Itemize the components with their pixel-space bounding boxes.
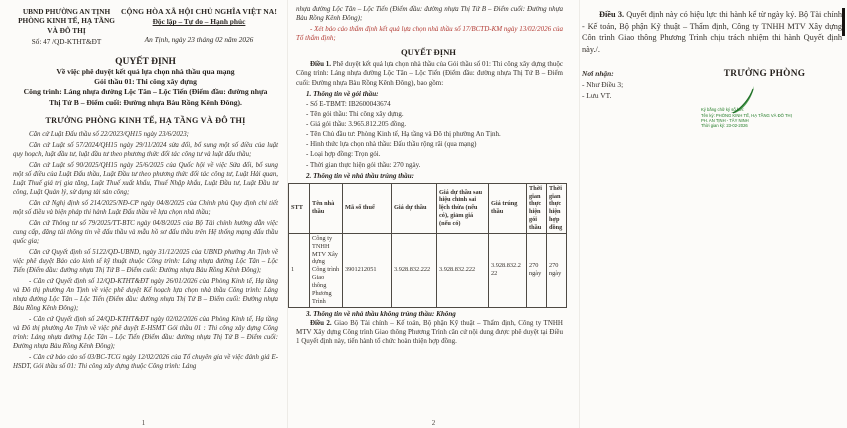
col-header-bid-price: Giá dự thầu: [392, 183, 437, 233]
page-1: [0, 0, 287, 428]
cell-bid-price: 3.928.832.222: [392, 233, 437, 307]
decision-subtitle-line4: Thị Tứ B – Điểm cuối: Đường nhựa Bàu Rồng Kênh Đông).: [49, 97, 242, 107]
scan-artifact-mark: [842, 8, 845, 36]
col-header-stt: STT: [289, 183, 310, 233]
signature-swoosh-icon: [727, 84, 761, 114]
cell-tax-code: 3901212051: [343, 233, 392, 307]
issuing-authority-line: TRƯỞNG PHÒNG KINH TẾ, HẠ TẦNG VÀ ĐÔ THỊ: [45, 115, 246, 125]
stamp-line: Thời gian ký: 23-02-2026: [701, 123, 748, 129]
recital: Căn cứ Luật Đấu thầu số 22/2023/QH15 ngày 23/6/2023;: [29, 130, 189, 138]
col-header-contract-duration: Thời gian thực hiện hợp đồng: [547, 183, 567, 233]
cell-contractor-name: Công ty TNHH MTV Xây dựng Công trình Giao thông Phương Trình: [310, 233, 343, 307]
package-info-list: [288, 99, 569, 170]
col-header-adjusted-price: Giá dự thầu sau hiệu chỉnh sai lệch thừa (nếu có), giảm giá (nếu có): [437, 183, 489, 233]
cell-adjusted-price: 3.928.832.222: [437, 233, 489, 307]
section-2-heading: 2. Thông tin về nhà thầu trúng thầu:: [306, 171, 415, 180]
article-1-text: Phê duyệt kết quả lựa chọn nhà thầu của Gói thầu số 01: Thi công xây dựng thuộc Công trình: Láng nhựa đường Lộc Tân – Lộc Tiến (Điểm đầu: đường nhựa Thị Tứ B – Điểm cuối: Đường nhựa Bàu Rồng Kênh Đông), bao gồm:: [296, 60, 563, 87]
package-info-item: - Thời gian thực hiện gói thầu: 270 ngày.: [306, 160, 421, 169]
col-header-contractor: Tên nhà thầu: [310, 183, 343, 233]
recipients-label: Nơi nhận:: [582, 69, 614, 79]
package-info-item: - Hình thức lựa chọn nhà thầu: Đấu thầu rộng rãi (qua mạng): [306, 140, 477, 149]
section-1-heading: 1. Thông tin về gói thầu:: [306, 89, 379, 98]
decision-subtitle-line2: Gói thầu 01: Thi công xây dựng: [94, 77, 197, 87]
recipient-item: - Như Điều 3;: [582, 80, 624, 90]
article-3: [582, 9, 842, 55]
issuer-name-line1: PHÒNG KINH TẾ, HẠ TẦNG: [18, 16, 115, 26]
package-info-item: - Số E-TBMT: IB2600043674: [306, 99, 391, 108]
stamp-line: Tên ký: PHÒNG KINH TẾ, HẠ TẦNG VÀ ĐÔ THỊ: [701, 112, 792, 118]
recitals-section: [13, 131, 278, 372]
recital: - Căn cứ báo cáo số 03/BC-TCG ngày 12/02/2026 của Tổ chuyên gia về việc đánh giá E-HSDT, Gói thầu số 01: Thi công xây dựng thuộc Công trình: Láng: [13, 353, 278, 370]
place-and-date: An Tịnh, ngày 23 tháng 02 năm 2026: [144, 35, 254, 45]
page-2: [287, 0, 579, 428]
cell-stt: 1: [289, 233, 310, 307]
article-3-label: Điều 3.: [599, 10, 625, 19]
decision-title: QUYẾT ĐỊNH: [115, 56, 176, 67]
winning-bidder-table: [288, 183, 567, 308]
recital: - Căn cứ Quyết định số 24/QD-KTHT&ĐT ngày 02/02/2026 của Phòng Kinh tế, Hạ tầng và Đô thị phường An Tịnh về việc phê duyệt E-HSMT Gói thầu 01 : Thi công xây dựng Công trình: Láng nhựa đường Lộc Tân – Lộc Tiến (Điểm đầu: đường nhựa Thị Tứ B – Điểm cuối: Đường nhựa Bàu Rồng Kênh Đông);: [13, 316, 278, 350]
recital: Căn cứ Quyết định số 5122/QD-UBND, ngày 31/12/2025 của UBND phường An Tịnh về việc phê duyệt Báo cáo kinh tế kỹ thuật thuộc Công trình: Láng nhựa đường Lộc Tân – Lộc Tiến (Điểm đầu: đường nhựa Thị Tứ B – Điểm cuối: Đường nhựa Bàu Rồng Kênh Đông);: [13, 249, 278, 274]
signature-block: [687, 69, 842, 129]
col-header-tax-code: Mã số thuế: [343, 183, 392, 233]
decision-heading: QUYẾT ĐỊNH: [401, 47, 456, 58]
recital: - Căn cứ Quyết định số 12/QD-KTHT&ĐT ngày 26/01/2026 của Phòng Kinh tế, Hạ tầng và Đô thị phường An Tịnh về việc phê duyệt Kế hoạch lựa chọn nhà thầu Công trình: Láng nhựa đường Lộc Tân – Lộc Tiến (Điểm đầu: đường nhựa Thị Tứ B – Điểm cuối: Đường nhựa Bàu Rồng Kênh Đông);: [13, 278, 278, 312]
recital: Căn cứ Luật số 57/2024/QH15 ngày 29/11/2024 sửa đổi, bổ sung một số điều của luật quy hoạch, luật đầu tư, luật đầu tư theo phương thức đối tác công tư và luật đấu thầu;: [13, 142, 278, 158]
article-2-label: Điều 2.: [310, 318, 332, 327]
national-motto-block: [120, 7, 278, 48]
package-info-item: - Tên gói thầu: Thi công xây dựng.: [306, 109, 404, 118]
package-info-item: - Tên Chủ đầu tư: Phòng Kinh tế, Hạ tầng và Đô thị phường An Tịnh.: [306, 130, 501, 139]
section-3-heading: 3. Thông tin về nhà thầu không trúng thầu: Không: [306, 309, 456, 318]
article-2: [296, 319, 563, 346]
issuer-parent: UBND PHƯỜNG AN TỊNH: [22, 7, 111, 16]
document-number: Số: 47 /QD-KTHT&ĐT: [31, 38, 102, 47]
page-number-2: 2: [431, 419, 436, 427]
signature-row: [582, 69, 842, 129]
decision-subtitle-line3: Công trình: Láng nhựa đường Lộc Tân – Lộc Tiến (Điểm đầu: đường nhựa: [23, 87, 268, 97]
stamp-line: PH. AN TỊNH - TÂY NINH: [701, 117, 749, 123]
page-number-1: 1: [141, 419, 146, 427]
page-3: [579, 0, 846, 428]
issuer-name-line2: VÀ ĐÔ THỊ: [47, 25, 86, 35]
stamp-line: Ký bằng chữ ký số bởi:: [701, 107, 745, 113]
article-3-text: Quyết định này có hiệu lực thi hành kể từ ngày ký. Bộ Tài chính - Kế toán, Bộ phận Kỹ thuật – Thẩm định, Công ty TNHH MTV Xây dựng Côn trình Giao thông Phương Trình chịu trách nhiệm thi hành Quyết định này./.: [582, 10, 842, 54]
table-header-row: [289, 183, 567, 233]
decision-subtitle-line1: Về việc phê duyệt kết quả lựa chọn nhà thầu qua mạng: [56, 66, 235, 76]
recipients-block: [582, 69, 687, 101]
article-1-label: Điều 1.: [310, 60, 332, 69]
recipient-item: - Lưu VT.: [582, 90, 612, 100]
digital-signature-stamp: [701, 107, 841, 128]
recital: Căn cứ Thông tư số 79/2025/TT-BTC ngày 04/8/2025 của Bộ Tài chính hướng dẫn việc cung cấp, đăng tải thông tin về đấu thầu và mẫu hồ sơ đấu thầu trên Hệ thống mạng đấu thầu quốc gia;: [13, 220, 278, 245]
col-header-package-duration: Thời gian thực hiện gói thầu: [527, 183, 547, 233]
stamp-text: [701, 107, 841, 128]
signer-title: TRƯỞNG PHÒNG: [723, 69, 806, 80]
package-info-item: - Giá gói thầu: 3.965.812.205 đồng.: [306, 119, 407, 128]
cell-contract-duration: 270 ngày: [547, 233, 567, 307]
article-1: [296, 60, 563, 87]
cell-package-duration: 270 ngày: [527, 233, 547, 307]
decision-title-block: [13, 57, 278, 108]
recital: Căn cứ Nghị định số 214/2025/NĐ-CP ngày 04/8/2025 của Chính phủ Quy định chi tiết một số điều và biện pháp thi hành Luật Đấu thầu về lựa chọn nhà thầu;: [13, 200, 278, 216]
article-2-text: Giao Bộ Tài chính – Kế toán, Bộ phận Kỹ thuật – Thẩm định, Công ty TNHH MTV Xây dựng Công trình Giao thông Phương Trình căn cứ nội dung được phê duyệt tại Điều 1 Quyết định này, tiến hành tổ chức hoàn thiện hợp đồng.: [296, 318, 563, 345]
motto-line1: CỘNG HÒA XÃ HỘI CHỦ NGHĨA VIỆT NA!: [120, 7, 278, 16]
review-note-red: - Xét báo cáo thẩm định kết quả lựa chọn nhà thầu số 17/BCTD-KM ngày 13/02/2026 của Tổ thẩm định;: [296, 25, 563, 43]
motto-line2: Độc lập – Tự do – Hạnh phúc: [152, 17, 246, 27]
carryover-paragraph: nhựa đường Lộc Tân – Lộc Tiến (Điểm đầu: đường nhựa Thị Tứ B – Điểm cuối: Đường nhựa Bàu Rồng Kênh Đông);: [296, 5, 563, 23]
col-header-winning-price: Giá trúng thầu: [489, 183, 527, 233]
cell-winning-price: 3.928.832.222: [489, 233, 527, 307]
table-row: [289, 233, 567, 307]
package-info-item: - Loại hợp đồng: Trọn gói.: [306, 150, 381, 159]
document-header: [13, 7, 278, 48]
issuing-agency-block: [13, 7, 120, 48]
recital: Căn cứ Luật số 90/2025/QH15 ngày 25/6/2025 của Quốc hội về việc Sửa đổi, bổ sung một số điều của Luật Đấu thầu, Luật Đầu tư theo phương thức đối tác công tư, Luật Hải quan, Luật Thuế giá trị gia tăng, Luật Thuế xuất khẩu, Thuế Nhập khẩu, Luật Đầu tư, Luật Đầu tư công, Luật Quản lý, sử dụng tài sản công;: [13, 162, 278, 196]
